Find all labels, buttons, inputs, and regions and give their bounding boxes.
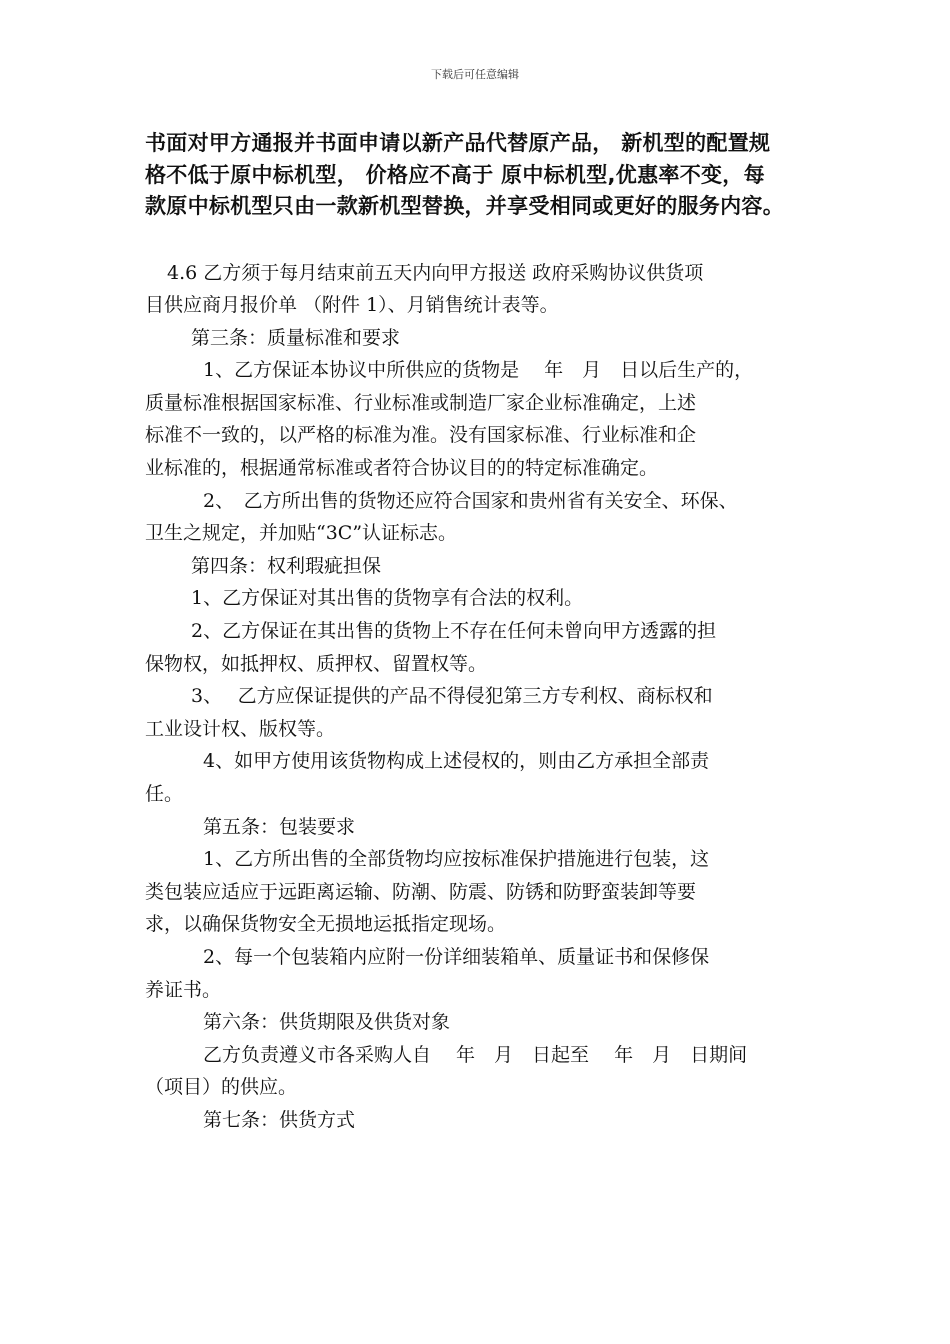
article-3-item-1-continuation: 业标准的，根据通常标准或者符合协议目的的特定标准确定。 <box>145 457 659 480</box>
bold-line: 格不低于原中标机型， 价格应不高于 原中标机型,优惠率不变，每 <box>145 162 765 187</box>
article-5-item-1-continuation: 求，以确保货物安全无损地运抵指定现场。 <box>145 913 507 936</box>
clause-4-6-line: 4.6 乙方须于每月结束前五天内向甲方报送 政府采购协议供货项 <box>167 261 704 284</box>
article-3-item-1-continuation: 标准不一致的，以严格的标准为准。没有国家标准、行业标准和企 <box>145 424 697 447</box>
bold-paragraph <box>145 128 810 223</box>
bold-line: 款原中标机型只由一款新机型替换，并享受相同或更好的服务内容。 <box>145 194 784 218</box>
article-5-heading: 第五条：包装要求 <box>203 815 356 838</box>
article-4-item-2: 2、乙方保证在其出售的货物上不存在任何未曾向甲方透露的担 <box>191 620 717 643</box>
article-6-heading: 第六条：供货期限及供货对象 <box>203 1011 451 1034</box>
article-5-item-1: 1、乙方所出售的全部货物均应按标准保护措施进行包装，这 <box>203 848 710 871</box>
article-3-item-1-continuation: 质量标准根据国家标准、行业标准或制造厂家企业标准确定，上述 <box>145 391 697 414</box>
article-7-heading: 第七条：供货方式 <box>203 1108 356 1131</box>
article-4-heading: 第四条：权利瑕疵担保 <box>191 554 382 577</box>
article-3-heading: 第三条：质量标准和要求 <box>191 326 401 349</box>
article-4-item-3-continuation: 工业设计权、版权等。 <box>145 717 336 740</box>
article-4-item-4: 4、如甲方使用该货物构成上述侵权的，则由乙方承担全部责 <box>203 750 710 773</box>
article-5-item-1-continuation: 类包装应适应于远距离运输、防潮、防震、防锈和防野蛮装卸等要 <box>145 880 697 903</box>
article-5-item-2: 2、每一个包装箱内应附一份详细装箱单、质量证书和保修保 <box>203 945 710 968</box>
clause-4-6-continuation: 目供应商月报价单 （附件 1）、月销售统计表等。 <box>145 294 559 317</box>
document-body <box>145 128 810 1137</box>
article-4-item-4-continuation: 任。 <box>145 783 184 805</box>
article-3-item-2-continuation: 卫生之规定，并加贴“3C”认证标志。 <box>145 522 458 545</box>
article-4-item-1: 1、乙方保证对其出售的货物享有合法的权利。 <box>191 587 584 610</box>
article-6-body: 乙方负责遵义市各采购人自 年 月 日起至 年 月 日期间 <box>203 1043 748 1066</box>
article-6-body-continuation: （项目）的供应。 <box>145 1076 298 1099</box>
article-4-item-2-continuation: 保物权，如抵押权、质押权、留置权等。 <box>145 652 488 675</box>
article-5-item-2-continuation: 养证书。 <box>145 978 222 1001</box>
article-3-item-1: 1、乙方保证本协议中所供应的货物是 年 月 日以后生产的， <box>203 359 754 382</box>
article-4-item-3: 3、 乙方应保证提供的产品不得侵犯第三方专利权、商标权和 <box>191 685 713 708</box>
page-header: 下载后可任意编辑 <box>431 68 519 81</box>
bold-line: 书面对甲方通报并书面申请以新产品代替原产品， 新机型的配置规 <box>145 131 771 155</box>
article-3-item-2: 2、 乙方所出售的货物还应符合国家和贵州省有关安全、环保、 <box>203 489 738 512</box>
